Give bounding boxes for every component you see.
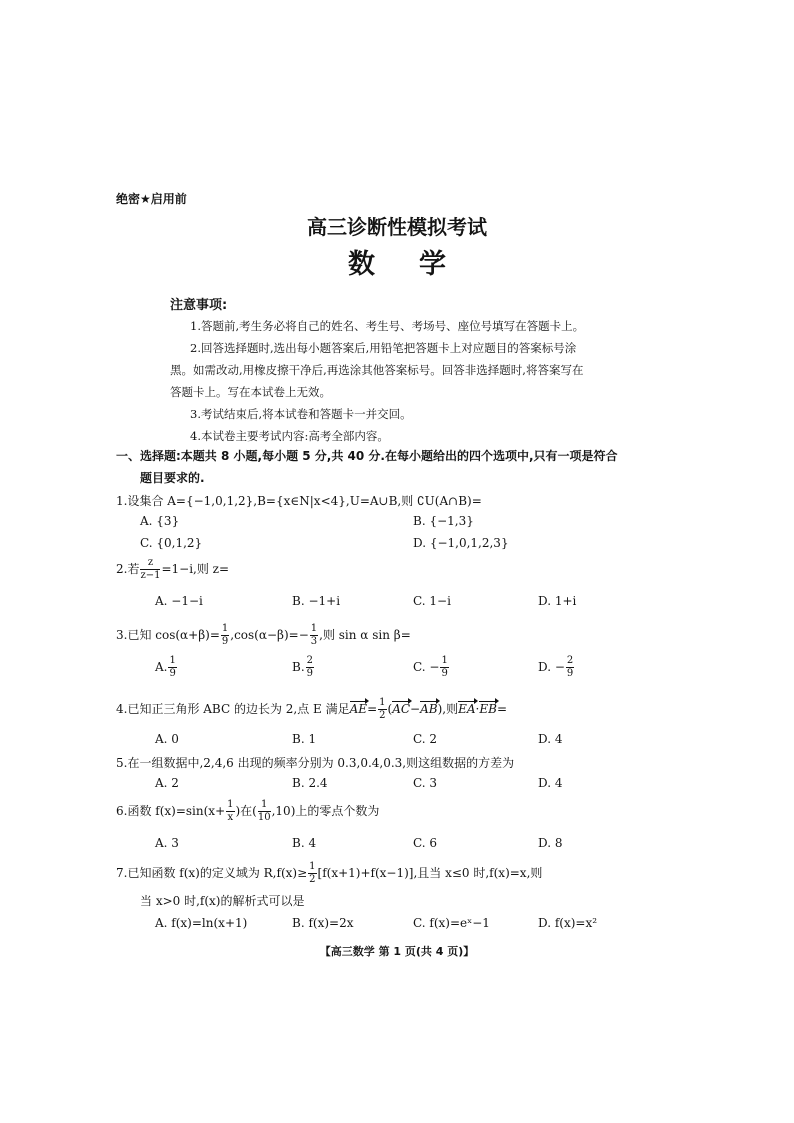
q3-f2-num: 1	[310, 623, 318, 634]
q3-c-den: 9	[441, 668, 448, 679]
q4-pre: 4.已知正三角形 ABC 的边长为 2,点 E 满足	[116, 702, 350, 716]
q3-b-label: B.	[292, 660, 305, 674]
q3-c-num: 1	[441, 655, 448, 666]
q6-option-d: D. 8	[538, 836, 563, 850]
vector-eb: EB	[479, 702, 497, 716]
q2-option-b: B. −1+i	[292, 594, 341, 608]
q4-minus: −	[410, 702, 421, 716]
q3-fraction-2	[310, 624, 318, 647]
question-2-stem	[116, 558, 229, 581]
notice-line-1: 1.答题前,考生务必将自己的姓名、考生号、考场号、座位号填写在答题卡上。	[190, 319, 585, 333]
q3-b-fraction	[306, 656, 314, 679]
q1-option-a: A. {3}	[140, 514, 180, 528]
q3-fraction-1	[221, 624, 229, 647]
q4-option-a: A. 0	[155, 732, 179, 746]
q2-option-d: D. 1+i	[538, 594, 577, 608]
question-7-stem-line-2: 当 x>0 时,f(x)的解析式可以是	[140, 894, 305, 908]
section-heading: 一、选择题:本题共 8 小题,每小题 5 分,共 40 分.在每小题给出的四个选项中,只有一项是符合	[116, 449, 618, 463]
q7-pre: 7.已知函数 f(x)的定义域为 R,f(x)≥	[116, 866, 308, 880]
question-7-stem	[116, 862, 542, 885]
vector-ab: AB	[420, 702, 438, 716]
question-1-stem: 1.设集合 A={−1,0,1,2},B={x∈N|x<4},U=A∪B,则 ∁U(A∩B)=	[116, 494, 482, 508]
question-4-stem	[116, 698, 507, 721]
q7-option-c: C. f(x)=eˣ−1	[413, 916, 490, 930]
vector-ae: AE	[349, 702, 368, 716]
q4-eq: =	[367, 702, 378, 716]
q7-fraction	[308, 862, 316, 885]
q2-option-c: C. 1−i	[413, 594, 451, 608]
vector-ac: AC	[392, 702, 411, 716]
q7-option-b: B. f(x)=2x	[292, 916, 354, 930]
q6-f1-num: 1	[227, 799, 234, 810]
page-footer: 【高三数学 第 1 页(共 4 页)】	[319, 945, 475, 958]
vector-ea: EA	[458, 702, 476, 716]
q3-d-fraction	[566, 656, 574, 679]
q3-c-fraction	[440, 656, 448, 679]
q3-mid: ,cos(α−β)=−	[230, 628, 309, 642]
notice-line-3: 黑。如需改动,用橡皮擦干净后,再选涂其他答案标号。回答非选择题时,将答案写在	[170, 363, 584, 377]
q3-d-label: D. −	[538, 660, 565, 674]
q1-option-c: C. {0,1,2}	[140, 536, 203, 550]
q4-fraction	[378, 698, 386, 721]
q6-fraction-2	[258, 800, 271, 823]
q2-pre: 2.若	[116, 562, 140, 576]
question-5-stem: 5.在一组数据中,2,4,6 出现的频率分别为 0.3,0.4,0.3,则这组数据的方差为	[116, 756, 515, 770]
confidential-label: 绝密★启用前	[116, 192, 187, 206]
q3-f1-den: 9	[221, 636, 229, 647]
notice-line-2: 2.回答选择题时,选出每小题答案后,用铅笔把答题卡上对应题目的答案标号涂	[190, 341, 577, 355]
q2-fraction	[140, 558, 160, 581]
q3-post: ,则 sin α sin β=	[319, 628, 411, 642]
q4-option-b: B. 1	[292, 732, 317, 746]
q4-dot: ·	[475, 702, 480, 716]
q2-option-a: A. −1−i	[155, 594, 203, 608]
q7-post: [f(x+1)+f(x−1)],且当 x≤0 时,f(x)=x,则	[317, 866, 543, 880]
q3-option-a	[155, 656, 178, 679]
notice-line-4: 答题卡上。写在本试卷上无效。	[170, 385, 331, 399]
q3-a-den: 9	[169, 668, 176, 679]
q3-f1-num: 1	[221, 623, 229, 634]
q6-option-a: A. 3	[155, 836, 179, 850]
q7-option-a: A. f(x)=ln(x+1)	[155, 916, 248, 930]
question-3-stem	[116, 624, 411, 647]
q3-b-num: 2	[306, 655, 314, 666]
q2-num: z	[140, 558, 160, 570]
subject-title: 数学	[348, 249, 490, 280]
q6-f2-den: 10	[257, 812, 271, 823]
q1-option-d: D. {−1,0,1,2,3}	[413, 536, 509, 550]
q6-pre: 6.函数 f(x)=sin(x+	[116, 804, 226, 818]
q7-num: 1	[309, 861, 316, 872]
q4-option-c: C. 2	[413, 732, 438, 746]
q6-post: ,10)上的零点个数为	[271, 804, 380, 818]
q5-option-d: D. 4	[538, 776, 563, 790]
q7-option-d: D. f(x)=x²	[538, 916, 598, 930]
q6-fraction-1	[226, 800, 234, 823]
q4-num: 1	[379, 697, 386, 708]
q2-post: =1−i,则 z=	[161, 562, 230, 576]
q6-option-c: C. 6	[413, 836, 438, 850]
q3-f2-den: 3	[310, 636, 318, 647]
section-heading-cont: 题目要求的.	[140, 471, 205, 485]
q4-option-d: D. 4	[538, 732, 563, 746]
q6-option-b: B. 4	[292, 836, 317, 850]
q6-f1-den: x	[227, 812, 234, 823]
exam-title: 高三诊断性模拟考试	[307, 215, 487, 239]
q1-option-b: B. {−1,3}	[413, 514, 474, 528]
notice-line-5: 3.考试结束后,将本试卷和答题卡一并交回。	[190, 407, 412, 421]
q2-den: z−1	[140, 570, 161, 581]
notice-line-6: 4.本试卷主要考试内容:高考全部内容。	[190, 429, 389, 443]
q6-f2-num: 1	[258, 800, 271, 812]
q3-d-den: 9	[566, 668, 574, 679]
q3-a-num: 1	[169, 655, 176, 666]
q3-option-d	[538, 656, 575, 679]
q3-pre: 3.已知 cos(α+β)=	[116, 628, 220, 642]
q5-option-c: C. 3	[413, 776, 438, 790]
q3-b-den: 9	[306, 668, 314, 679]
q3-a-label: A.	[155, 660, 168, 674]
q5-option-a: A. 2	[155, 776, 179, 790]
q4-den: 2	[379, 710, 386, 721]
q4-open: (	[387, 702, 393, 716]
q3-c-label: C. −	[413, 660, 440, 674]
q3-d-num: 2	[566, 655, 574, 666]
q7-den: 2	[309, 874, 316, 885]
q4-end: =	[496, 702, 507, 716]
q3-option-c	[413, 656, 450, 679]
q3-a-fraction	[168, 656, 176, 679]
q3-option-b	[292, 656, 315, 679]
q4-close: ),则	[437, 702, 459, 716]
notice-heading: 注意事项:	[170, 298, 228, 313]
q6-mid: )在(	[235, 804, 257, 818]
q5-option-b: B. 2.4	[292, 776, 328, 790]
question-6-stem	[116, 800, 379, 823]
